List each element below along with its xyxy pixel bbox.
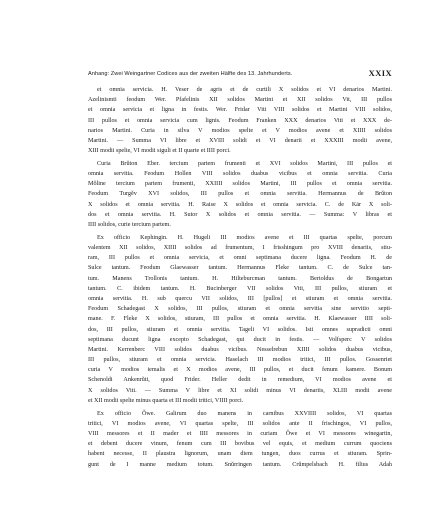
text-line: IIII solidos, curie tercium partem.: [88, 222, 171, 229]
text-line: dos et omnia servitia. H. Sutor X solidos et omnia servitia. — Summa: V libras et: [88, 211, 392, 218]
text-line: X solidos et omnia servitia. H. Raise X solidos et omnia servicia. C. de Kār X soli-: [88, 201, 392, 208]
text-line: omnia servitia. Feodum Hollen VIII solidos duabus vicibus et omnia servitia. Curia: [88, 171, 392, 178]
text-line: et XII modii spelte minus quarta et III modii tritici, VIIII porci.: [88, 397, 244, 404]
text-line: ram, III pullos et omnia servicia, et omni septimana ducere ligna. Feodum H. de: [88, 255, 392, 262]
text-line: XIII modii spelte, VI modii siguli et II quarte et IIII porci.: [88, 148, 231, 155]
paragraph: [88, 159, 392, 230]
text-line: narios Martini. Curia in silva V modios spelte et V modios avene et XIIII solidos: [88, 127, 392, 134]
text-line: mane. F. Fleke X solidos, stiuram, III pullos et omnia servitia. H. Klaewasser IIII soli-: [88, 316, 392, 323]
text-line: septimana ducunt ligna excepto Schadegast, qui ducit in festis. — Volfsperc V solidos: [88, 336, 392, 343]
text-line: Martini. — Summa VI libre et XVIII solidi et VI denarii et XXXIII modii avene,: [88, 137, 392, 144]
text-line: Curia Brŭton Eber. tercium partem frumenti et XVI solidos Martini, III pullos et: [97, 160, 392, 167]
text-line: valentem XII solidos, XIIII solidos ad frumentum, I frisshingum pro XVIII denariis, stiu-: [88, 245, 392, 251]
body-text: [88, 85, 392, 470]
text-line: omnia servitia. H. sub quercu VII solidos, III [pullos] et stiuram et omnia servitia.: [88, 295, 392, 302]
text-line: et omnia servicia. H. Veser de agris et de curtili X solidos et VI denarios Martini.: [97, 87, 392, 93]
text-line: et omnia servicia et ligna in festis. Wer. Fridar Viti VIII solidos et Martini VIII solidos,: [88, 107, 392, 114]
text-line: Martini. Kerrenberc VIII solidos duabus vicibus. Nesselrebun XIIII solidos duabus vicibus,: [88, 346, 392, 353]
text-line: VIII messores et II mader et IIII messores in curiam Ŏwe et VI messores winegartin,: [88, 430, 392, 437]
text-line: III pullos, stiuram et omnia servicia. Haselach III modios tritici, III pullos. Gossenriet: [88, 357, 392, 364]
text-line: curia V modios iemalis et X modios avene, III pullos, et ducit fenum kamere. Bonum: [88, 367, 392, 374]
paragraph: [88, 233, 392, 406]
text-line: X solidos Viti. — Summa V libre et XI solidi minus VI denariis, XLIII modii avene: [88, 387, 392, 394]
text-line: Ex officio Kephingin. H. Hugeli III modios avene et III quartas spelte, porcum: [97, 234, 392, 241]
running-header: [88, 69, 392, 81]
text-line: Schenoldi Ankenrŭti, quod Frider. Heller dedit in remedium, VI modios avene et: [88, 377, 392, 384]
text-line: Feodum Turgĕv XVI solidos, III pullos et omnia servitia. Hermannus de Brŭton: [88, 191, 392, 198]
text-line: tritici, VI modios avene, VI quartas spelte, III solidos ante II frischingos, VI pullos,: [88, 420, 392, 427]
text-line: et debent ducere vinum, fenum cum III bovibus vel equis, et medium currum quociens: [88, 441, 392, 448]
paragraph: [88, 85, 392, 156]
text-line: gunt de I manne medium totum. Snŭrringen tantum. Crŭmpelsbach H. filius Adah: [88, 461, 392, 468]
text-line: Azelinismti feodum Wer. Pfafelinis XII solidos Martini et XII solidos Vit, III pullos: [88, 97, 392, 104]
text-line: III pullos et omnia servicia cum lignis. Feodum Franken XXX denarios Viti et XXX de-: [88, 117, 392, 124]
text-line: Feodum Schadegast X solidos, III pullos, stiuram et omnia servitia sine servitio septi-: [88, 306, 392, 313]
paragraph: [88, 409, 392, 470]
text-line: habent necesse, II plaustra lignorum, unam diem tungen, duos currus et stiuram. Sprin-: [88, 451, 392, 458]
text-line: tum. Manens Trollonis tantum. H. Hilteburcman tantum. Bertoldus de Bongartun: [88, 275, 392, 282]
running-header-title: Anhang: Zwei Weingartner Codices aus der zweiten Hälfte des 13. Jahrhunderts.: [88, 71, 293, 77]
page-number: XXIX: [368, 68, 392, 78]
text-line: Ex officio Ŏwe. Galirum duo manens in carnibus XXVIIII solidos, VI quartas: [97, 410, 392, 417]
text-line: tantum. C. ibidem tantum. H. Bucinberger VII solidos Viti, III pullos, stiuram et: [88, 285, 392, 292]
text-line: Mŏline tercium partem frumenti, XXIIII solidos Martini, III pullos et omnia servitia.: [88, 181, 392, 188]
text-line: Sulce tantum. Feodum Glaewasser tantum. Hermannus Fleke tantum. C. de Sulce tan-: [88, 265, 392, 272]
text-line: dos, III pullos, stiuram et omnia servitia. Tageli VI solidos. Isti omnes supradicti omni: [88, 326, 392, 333]
